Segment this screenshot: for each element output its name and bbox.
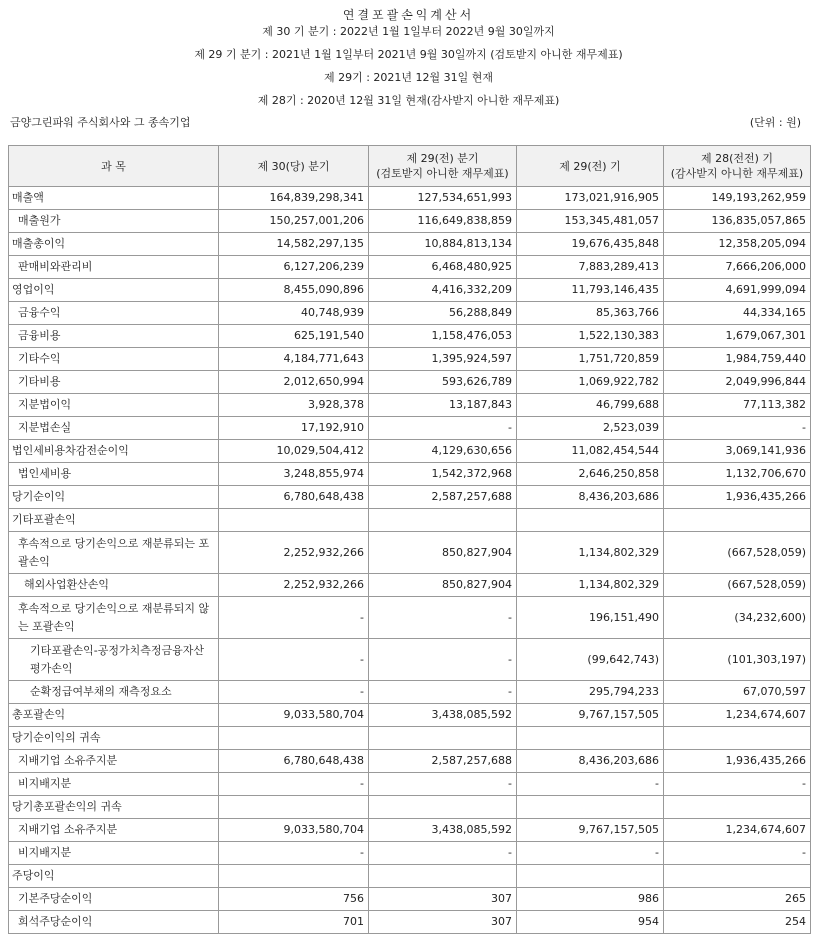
amount-cell: 164,839,298,341	[219, 187, 369, 210]
period-line-prior-quarter: 제 29 기 분기 : 2021년 1월 1일부터 2021년 9월 30일까지 (검토받지 아니한 재무제표)	[194, 48, 623, 61]
account-label: 순확정급여부채의 재측정요소	[9, 681, 219, 704]
amount-cell: 2,587,257,688	[369, 750, 517, 773]
amount-cell: 1,984,759,440	[664, 348, 811, 371]
amount-cell: 9,767,157,505	[517, 819, 664, 842]
amount-cell: -	[369, 773, 517, 796]
amount-cell: 85,363,766	[517, 302, 664, 325]
amount-cell: 4,416,332,209	[369, 279, 517, 302]
unit-label: (단위 : 원)	[749, 116, 801, 129]
amount-cell: 150,257,001,206	[219, 210, 369, 233]
account-label: 지분법이익	[9, 394, 219, 417]
table-row	[9, 773, 811, 796]
amount-cell: 196,151,490	[517, 597, 664, 639]
amount-cell: 153,345,481,057	[517, 210, 664, 233]
amount-cell: 2,012,650,994	[219, 371, 369, 394]
amount-cell: 6,468,480,925	[369, 256, 517, 279]
amount-cell: 2,587,257,688	[369, 486, 517, 509]
amount-cell: 6,127,206,239	[219, 256, 369, 279]
amount-cell: 1,132,706,670	[664, 463, 811, 486]
amount-cell: -	[517, 773, 664, 796]
amount-cell: (34,232,600)	[664, 597, 811, 639]
account-label: 비지배지분	[9, 773, 219, 796]
amount-cell: (667,528,059)	[664, 574, 811, 597]
account-label: 기타수익	[9, 348, 219, 371]
amount-cell	[219, 865, 369, 888]
account-label: 당기순이익의 귀속	[9, 727, 219, 750]
amount-cell: 254	[664, 911, 811, 934]
amount-cell: 173,021,916,905	[517, 187, 664, 210]
column-header-q29: 제 29(전) 분기 (검토받지 아니한 재무제표)	[369, 146, 517, 187]
amount-cell: 3,248,855,974	[219, 463, 369, 486]
amount-cell: -	[219, 639, 369, 681]
amount-cell	[664, 865, 811, 888]
table-row	[9, 532, 811, 574]
amount-cell	[369, 509, 517, 532]
account-label: 매출액	[9, 187, 219, 210]
table-row	[9, 348, 811, 371]
amount-cell: 46,799,688	[517, 394, 664, 417]
amount-cell: -	[664, 417, 811, 440]
table-row	[9, 639, 811, 681]
table-row	[9, 796, 811, 819]
table-row	[9, 865, 811, 888]
statement-meta	[0, 112, 817, 134]
amount-cell: 6,780,648,438	[219, 486, 369, 509]
column-header-y28: 제 28(전전) 기 (감사받지 아니한 재무제표)	[664, 146, 811, 187]
amount-cell: (101,303,197)	[664, 639, 811, 681]
amount-cell: 10,884,813,134	[369, 233, 517, 256]
account-label: 법인세비용차감전순이익	[9, 440, 219, 463]
amount-cell: 1,234,674,607	[664, 819, 811, 842]
amount-cell: 1,069,922,782	[517, 371, 664, 394]
account-label: 후속적으로 당기손익으로 재분류되지 않는 포괄손익	[9, 597, 219, 639]
amount-cell: 77,113,382	[664, 394, 811, 417]
table-row	[9, 187, 811, 210]
amount-cell: -	[369, 597, 517, 639]
amount-cell: 1,751,720,859	[517, 348, 664, 371]
amount-cell: 701	[219, 911, 369, 934]
account-label: 비지배지분	[9, 842, 219, 865]
account-label: 매출원가	[9, 210, 219, 233]
amount-cell: 850,827,904	[369, 532, 517, 574]
amount-cell	[219, 509, 369, 532]
amount-cell: -	[517, 842, 664, 865]
table-row	[9, 210, 811, 233]
table-row	[9, 727, 811, 750]
amount-cell: 593,626,789	[369, 371, 517, 394]
amount-cell: 3,438,085,592	[369, 704, 517, 727]
amount-cell	[369, 796, 517, 819]
account-label: 지분법손실	[9, 417, 219, 440]
amount-cell: 2,049,996,844	[664, 371, 811, 394]
amount-cell	[664, 796, 811, 819]
amount-cell: 12,358,205,094	[664, 233, 811, 256]
amount-cell: 2,523,039	[517, 417, 664, 440]
amount-cell: 307	[369, 911, 517, 934]
amount-cell: 44,334,165	[664, 302, 811, 325]
amount-cell: 4,184,771,643	[219, 348, 369, 371]
table-row	[9, 302, 811, 325]
table-row	[9, 325, 811, 348]
amount-cell: 986	[517, 888, 664, 911]
amount-cell: 1,395,924,597	[369, 348, 517, 371]
period-line-prior-year: 제 29기 : 2021년 12월 31일 현재	[323, 71, 494, 84]
table-row	[9, 440, 811, 463]
amount-cell: 1,679,067,301	[664, 325, 811, 348]
table-row	[9, 574, 811, 597]
table-row	[9, 750, 811, 773]
account-label: 금융수익	[9, 302, 219, 325]
amount-cell: 2,646,250,858	[517, 463, 664, 486]
amount-cell: -	[219, 597, 369, 639]
amount-cell: 2,252,932,266	[219, 532, 369, 574]
amount-cell: 8,436,203,686	[517, 750, 664, 773]
amount-cell: 6,780,648,438	[219, 750, 369, 773]
table-row	[9, 279, 811, 302]
amount-cell: 1,234,674,607	[664, 704, 811, 727]
account-label: 법인세비용	[9, 463, 219, 486]
table-row	[9, 394, 811, 417]
amount-cell: 3,069,141,936	[664, 440, 811, 463]
amount-cell: 625,191,540	[219, 325, 369, 348]
amount-cell: 116,649,838,859	[369, 210, 517, 233]
account-label: 판매비와관리비	[9, 256, 219, 279]
table-row	[9, 371, 811, 394]
period-list	[0, 20, 817, 112]
amount-cell: 11,793,146,435	[517, 279, 664, 302]
amount-cell: 7,883,289,413	[517, 256, 664, 279]
amount-cell: 136,835,057,865	[664, 210, 811, 233]
amount-cell: 2,252,932,266	[219, 574, 369, 597]
amount-cell: 295,794,233	[517, 681, 664, 704]
amount-cell	[369, 865, 517, 888]
amount-cell: -	[219, 773, 369, 796]
column-header-y29: 제 29(전) 기	[517, 146, 664, 187]
amount-cell: 9,767,157,505	[517, 704, 664, 727]
amount-cell: -	[369, 639, 517, 681]
table-row	[9, 888, 811, 911]
amount-cell: 149,193,262,959	[664, 187, 811, 210]
table-row	[9, 681, 811, 704]
amount-cell: 954	[517, 911, 664, 934]
amount-cell: 3,928,378	[219, 394, 369, 417]
amount-cell	[369, 727, 517, 750]
account-label: 주당이익	[9, 865, 219, 888]
account-label: 기타포괄손익-공정가치측정금융자산평가손익	[9, 639, 219, 681]
account-label: 금융비용	[9, 325, 219, 348]
amount-cell: 8,455,090,896	[219, 279, 369, 302]
amount-cell: 127,534,651,993	[369, 187, 517, 210]
account-label: 기타비용	[9, 371, 219, 394]
income-statement-table	[8, 145, 811, 934]
amount-cell: 1,936,435,266	[664, 486, 811, 509]
amount-cell: -	[369, 842, 517, 865]
amount-cell	[664, 727, 811, 750]
amount-cell: 1,134,802,329	[517, 574, 664, 597]
account-label: 총포괄손익	[9, 704, 219, 727]
amount-cell: -	[664, 773, 811, 796]
amount-cell: 1,134,802,329	[517, 532, 664, 574]
amount-cell: 1,542,372,968	[369, 463, 517, 486]
amount-cell: -	[664, 842, 811, 865]
amount-cell: 13,187,843	[369, 394, 517, 417]
account-label: 지배기업 소유주지분	[9, 750, 219, 773]
table-row	[9, 819, 811, 842]
amount-cell: -	[369, 681, 517, 704]
amount-cell: (99,642,743)	[517, 639, 664, 681]
table-row	[9, 704, 811, 727]
period-line-two-years-prior: 제 28기 : 2020년 12월 31일 현재(감사받지 아니한 재무제표)	[257, 94, 560, 107]
amount-cell: 1,936,435,266	[664, 750, 811, 773]
amount-cell	[517, 727, 664, 750]
amount-cell: 9,033,580,704	[219, 819, 369, 842]
amount-cell: 9,033,580,704	[219, 704, 369, 727]
amount-cell: 10,029,504,412	[219, 440, 369, 463]
amount-cell: (667,528,059)	[664, 532, 811, 574]
table-row	[9, 256, 811, 279]
amount-cell	[517, 865, 664, 888]
period-line-current: 제 30 기 분기 : 2022년 1월 1일부터 2022년 9월 30일까지	[262, 25, 555, 38]
account-label: 기본주당순이익	[9, 888, 219, 911]
column-header-q30: 제 30(당) 분기	[219, 146, 369, 187]
table-row	[9, 509, 811, 532]
amount-cell: 67,070,597	[664, 681, 811, 704]
amount-cell	[664, 509, 811, 532]
account-label: 당기총포괄손익의 귀속	[9, 796, 219, 819]
amount-cell	[517, 509, 664, 532]
table-row	[9, 233, 811, 256]
amount-cell: 8,436,203,686	[517, 486, 664, 509]
amount-cell: 4,129,630,656	[369, 440, 517, 463]
table-row	[9, 463, 811, 486]
account-label: 해외사업환산손익	[9, 574, 219, 597]
column-header-account: 과 목	[9, 146, 219, 187]
amount-cell: 40,748,939	[219, 302, 369, 325]
amount-cell: 265	[664, 888, 811, 911]
amount-cell	[219, 727, 369, 750]
amount-cell: 756	[219, 888, 369, 911]
amount-cell: -	[219, 681, 369, 704]
statement-title: 연결포괄손익계산서	[342, 8, 475, 22]
account-label: 지배기업 소유주지분	[9, 819, 219, 842]
amount-cell: 4,691,999,094	[664, 279, 811, 302]
table-row	[9, 597, 811, 639]
table-row	[9, 486, 811, 509]
account-label: 영업이익	[9, 279, 219, 302]
account-label: 희석주당순이익	[9, 911, 219, 934]
amount-cell: 850,827,904	[369, 574, 517, 597]
amount-cell	[517, 796, 664, 819]
amount-cell: 3,438,085,592	[369, 819, 517, 842]
table-row	[9, 417, 811, 440]
account-label: 후속적으로 당기손익으로 재분류되는 포괄손익	[9, 532, 219, 574]
amount-cell: 19,676,435,848	[517, 233, 664, 256]
account-label: 매출총이익	[9, 233, 219, 256]
amount-cell: 56,288,849	[369, 302, 517, 325]
table-header-row	[9, 146, 811, 187]
table-row	[9, 911, 811, 934]
amount-cell: 307	[369, 888, 517, 911]
table-body	[9, 187, 811, 934]
amount-cell: 7,666,206,000	[664, 256, 811, 279]
amount-cell: 14,582,297,135	[219, 233, 369, 256]
account-label: 당기순이익	[9, 486, 219, 509]
amount-cell: 11,082,454,544	[517, 440, 664, 463]
amount-cell: 17,192,910	[219, 417, 369, 440]
company-name: 금양그린파워 주식회사와 그 종속기업	[10, 116, 191, 129]
account-label: 기타포괄손익	[9, 509, 219, 532]
amount-cell: -	[219, 842, 369, 865]
amount-cell: 1,158,476,053	[369, 325, 517, 348]
amount-cell	[219, 796, 369, 819]
table-row	[9, 842, 811, 865]
amount-cell: 1,522,130,383	[517, 325, 664, 348]
amount-cell: -	[369, 417, 517, 440]
